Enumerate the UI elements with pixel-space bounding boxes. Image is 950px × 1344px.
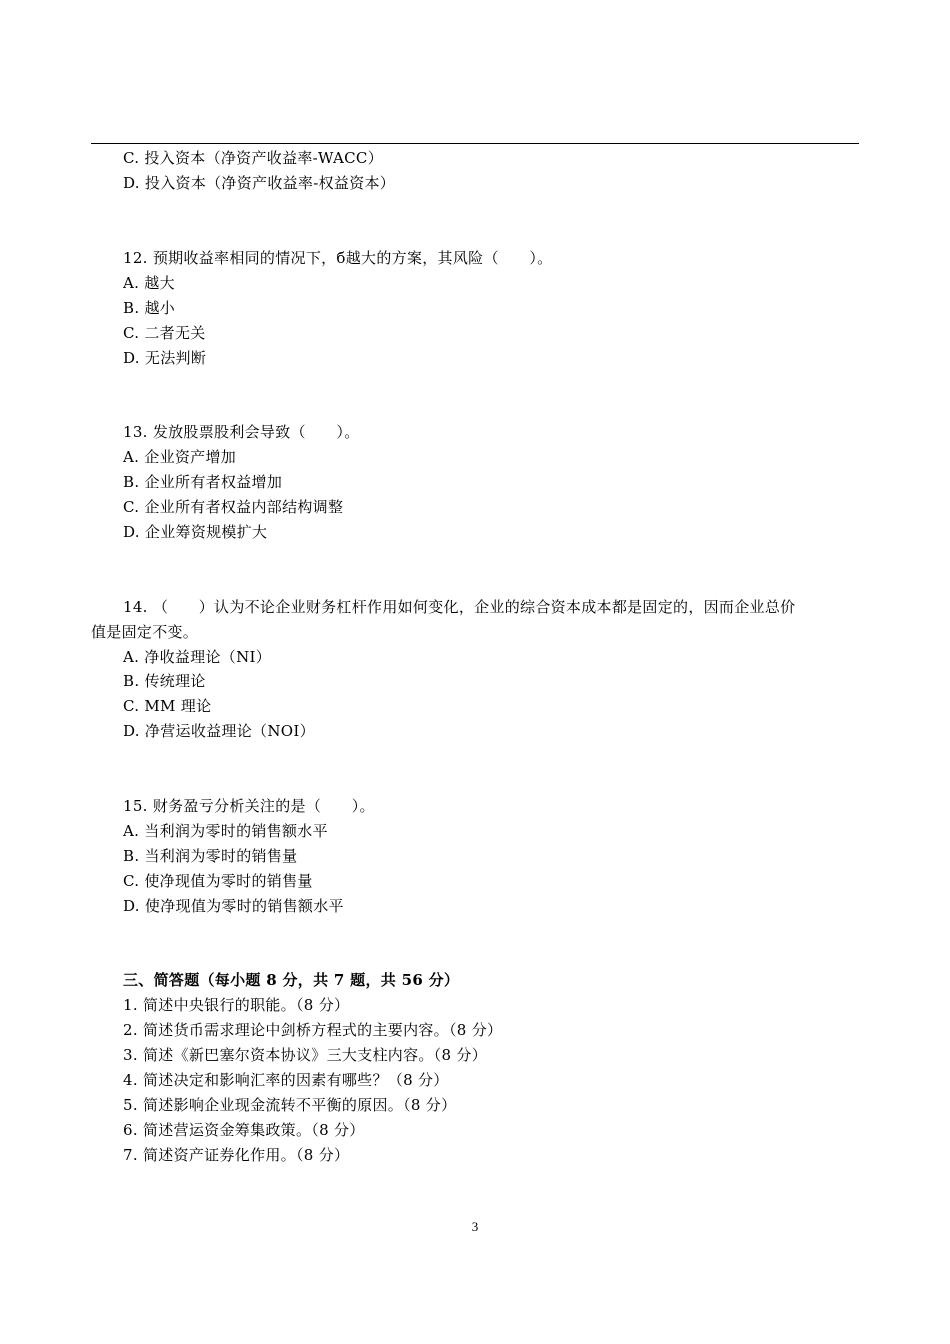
q12-option-d: D. 无法判断 bbox=[123, 349, 207, 367]
q14-option-c: C. MM 理论 bbox=[123, 697, 212, 715]
q14-stem-continued: 值是固定不变。 bbox=[91, 623, 199, 641]
q13-stem: 13. 发放股票股利会导致（ ）。 bbox=[123, 423, 360, 441]
q13-option-b: B. 企业所有者权益增加 bbox=[123, 473, 283, 491]
q14-option-a: A. 净收益理论（NI） bbox=[123, 648, 272, 666]
q15-stem: 15. 财务盈亏分析关注的是（ ）。 bbox=[123, 797, 375, 815]
q12-option-b: B. 越小 bbox=[123, 299, 176, 317]
q13-option-a: A. 企业资产增加 bbox=[123, 448, 237, 466]
q15-option-b: B. 当利润为零时的销售量 bbox=[123, 847, 298, 865]
q15-option-c: C. 使净现值为零时的销售量 bbox=[123, 872, 313, 890]
q13-option-d: D. 企业筹资规模扩大 bbox=[123, 523, 268, 541]
q15-option-d: D. 使净现值为零时的销售额水平 bbox=[123, 897, 344, 915]
section3-title: 三、简答题（每小题 8 分，共 7 题，共 56 分） bbox=[123, 971, 460, 989]
q14-option-d: D. 净营运收益理论（NOI） bbox=[123, 722, 315, 740]
page-number: 3 bbox=[471, 1219, 479, 1234]
section3-item-3: 3. 简述《新巴塞尔资本协议》三大支柱内容。（8 分） bbox=[123, 1046, 487, 1064]
section3-item-4: 4. 简述决定和影响汇率的因素有哪些？（8 分） bbox=[123, 1071, 449, 1089]
q15-option-a: A. 当利润为零时的销售额水平 bbox=[123, 822, 328, 840]
q12-option-c: C. 二者无关 bbox=[123, 324, 206, 342]
q14-stem: 14. （ ）认为不论企业财务杠杆作用如何变化，企业的综合资本成本都是固定的，因而企业总价 bbox=[123, 598, 796, 616]
q12-stem: 12. 预期收益率相同的情况下，б越大的方案，其风险（ ）。 bbox=[123, 249, 553, 267]
section3-item-6: 6. 简述营运资金筹集政策。（8 分） bbox=[123, 1121, 365, 1139]
section3-item-1: 1. 简述中央银行的职能。（8 分） bbox=[123, 996, 350, 1014]
section3-item-5: 5. 简述影响企业现金流转不平衡的原因。（8 分） bbox=[123, 1096, 457, 1114]
q14-option-b: B. 传统理论 bbox=[123, 672, 206, 690]
q12-option-a: A. 越大 bbox=[123, 274, 175, 292]
q11-option-c: C. 投入资本（净资产收益率-WACC） bbox=[123, 149, 384, 167]
section3-item-2: 2. 简述货币需求理论中剑桥方程式的主要内容。（8 分） bbox=[123, 1021, 503, 1039]
q11-option-d: D. 投入资本（净资产收益率-权益资本） bbox=[123, 174, 396, 192]
section3-item-7: 7. 简述资产证券化作用。（8 分） bbox=[123, 1146, 350, 1164]
header-rule bbox=[91, 143, 859, 144]
q13-option-c: C. 企业所有者权益内部结构调整 bbox=[123, 498, 344, 516]
